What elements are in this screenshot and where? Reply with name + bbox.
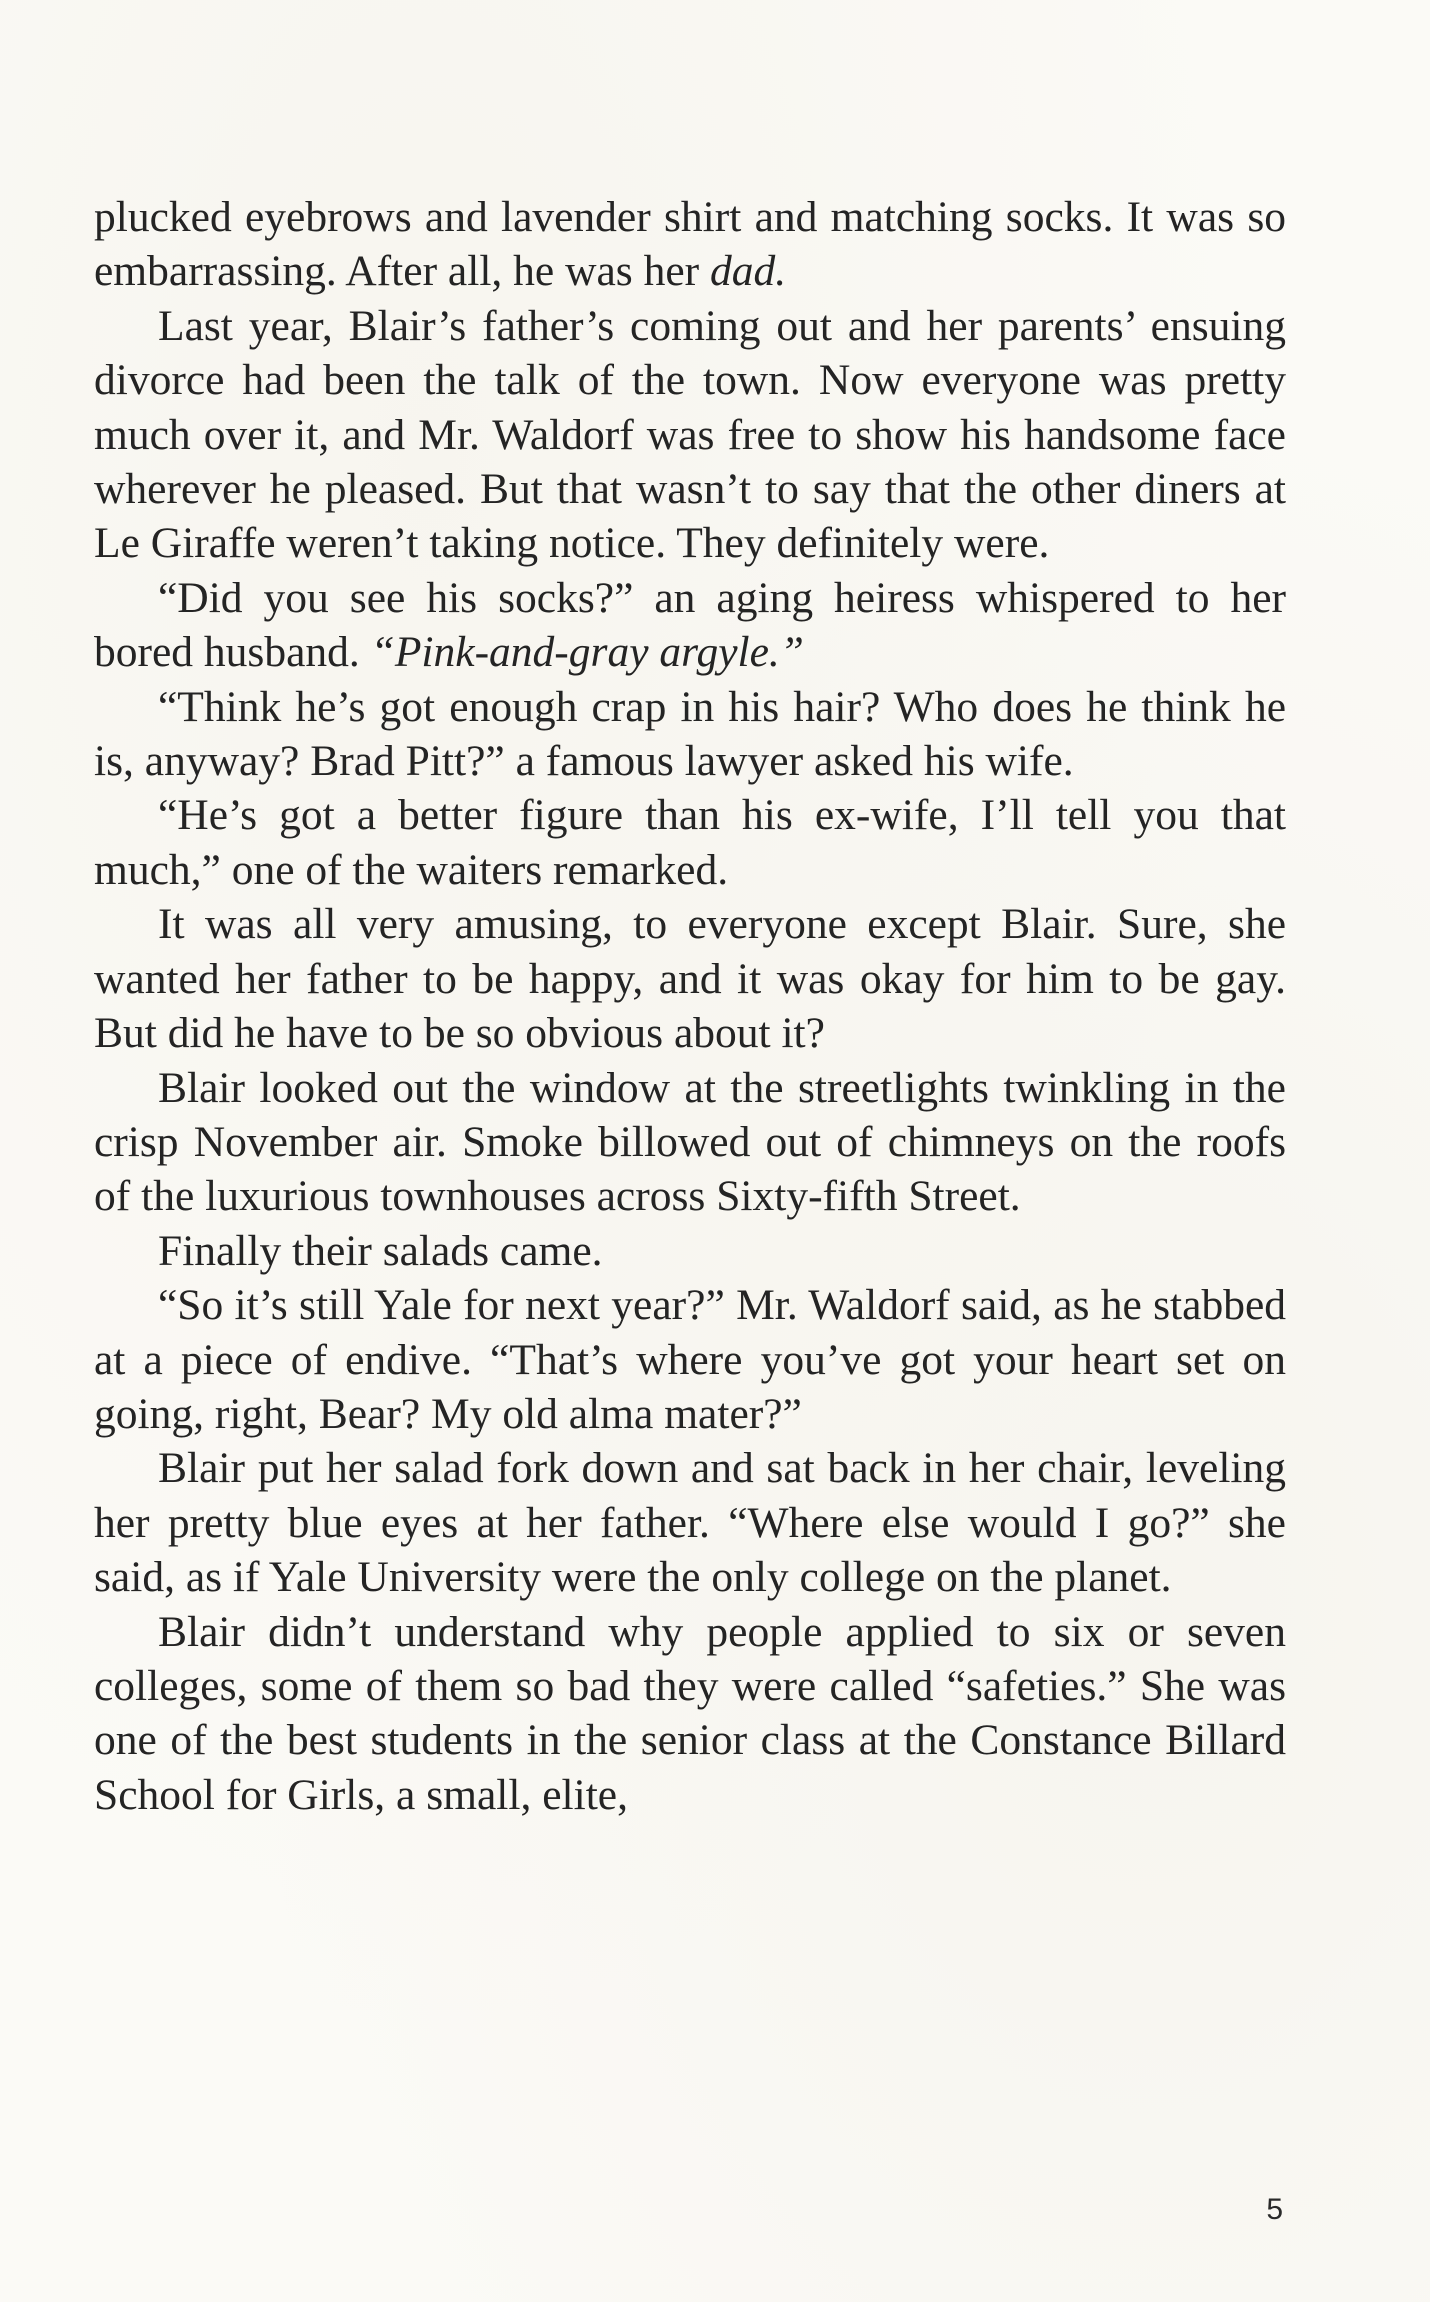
text-run: It was all very amusing, to everyone except Blair. Sure, she wanted her father to be happy, and it was okay for him to be gay. But did he have to be so obvious about it? (94, 900, 1286, 1058)
text-run: Finally their salads came. (158, 1226, 603, 1275)
paragraph (94, 897, 1286, 1060)
paragraph (94, 788, 1286, 897)
text-run: Blair looked out the window at the streetlights twinkling in the crisp November air. Smoke billowed out of chimneys on the roofs of the luxurious townhouses across Sixty-fifth Street. (94, 1063, 1286, 1221)
body-text (94, 190, 1286, 1822)
italic-text: dad. (710, 247, 787, 296)
paragraph (94, 190, 1286, 299)
paragraph (94, 680, 1286, 789)
paragraph (94, 299, 1286, 571)
text-run: “Think he’s got enough crap in his hair? Who does he think he is, anyway? Brad Pitt?” a famous lawyer asked his wife. (94, 682, 1286, 786)
paragraph (94, 1441, 1286, 1604)
italic-text: “Pink-and-gray argyle.” (370, 628, 804, 677)
text-run: plucked eyebrows and lavender shirt and matching socks. It was so embarrassing. After all, he was her (94, 193, 1286, 296)
paragraph (94, 1278, 1286, 1441)
page-number: 5 (1266, 2193, 1283, 2226)
paragraph (94, 1605, 1286, 1823)
text-run: “He’s got a better figure than his ex-wife, I’ll tell you that much,” one of the waiters remarked. (94, 791, 1286, 894)
text-run: Blair put her salad fork down and sat back in her chair, leveling her pretty blue eyes at her father. “Where else would I go?” she said, as if Yale University were the only college on the planet. (94, 1444, 1286, 1602)
paragraph (94, 1224, 1286, 1278)
paragraph (94, 1061, 1286, 1224)
text-run: Blair didn’t understand why people applied to six or seven colleges, some of them so bad they were called “safeties.” She was one of the best students in the senior class at the Constance Billard School for Girls, a small, elite, (94, 1607, 1286, 1819)
text-run: “Did you see his socks?” an aging heiress whispered to her bored husband. (94, 573, 1286, 677)
paragraph (94, 571, 1286, 680)
text-run: Last year, Blair’s father’s coming out and her parents’ ensuing divorce had been the talk of the town. Now everyone was pretty much over it, and Mr. Waldorf was free to show his handsome face wherever he pleased. But that wasn’t to say that the other diners at Le Giraffe weren’t taking notice. They definitely were. (94, 301, 1286, 568)
text-run: “So it’s still Yale for next year?” Mr. Waldorf said, as he stabbed at a piece of endive. “That’s where you’ve got your heart set on going, right, Bear? My old alma mater?” (94, 1281, 1286, 1438)
